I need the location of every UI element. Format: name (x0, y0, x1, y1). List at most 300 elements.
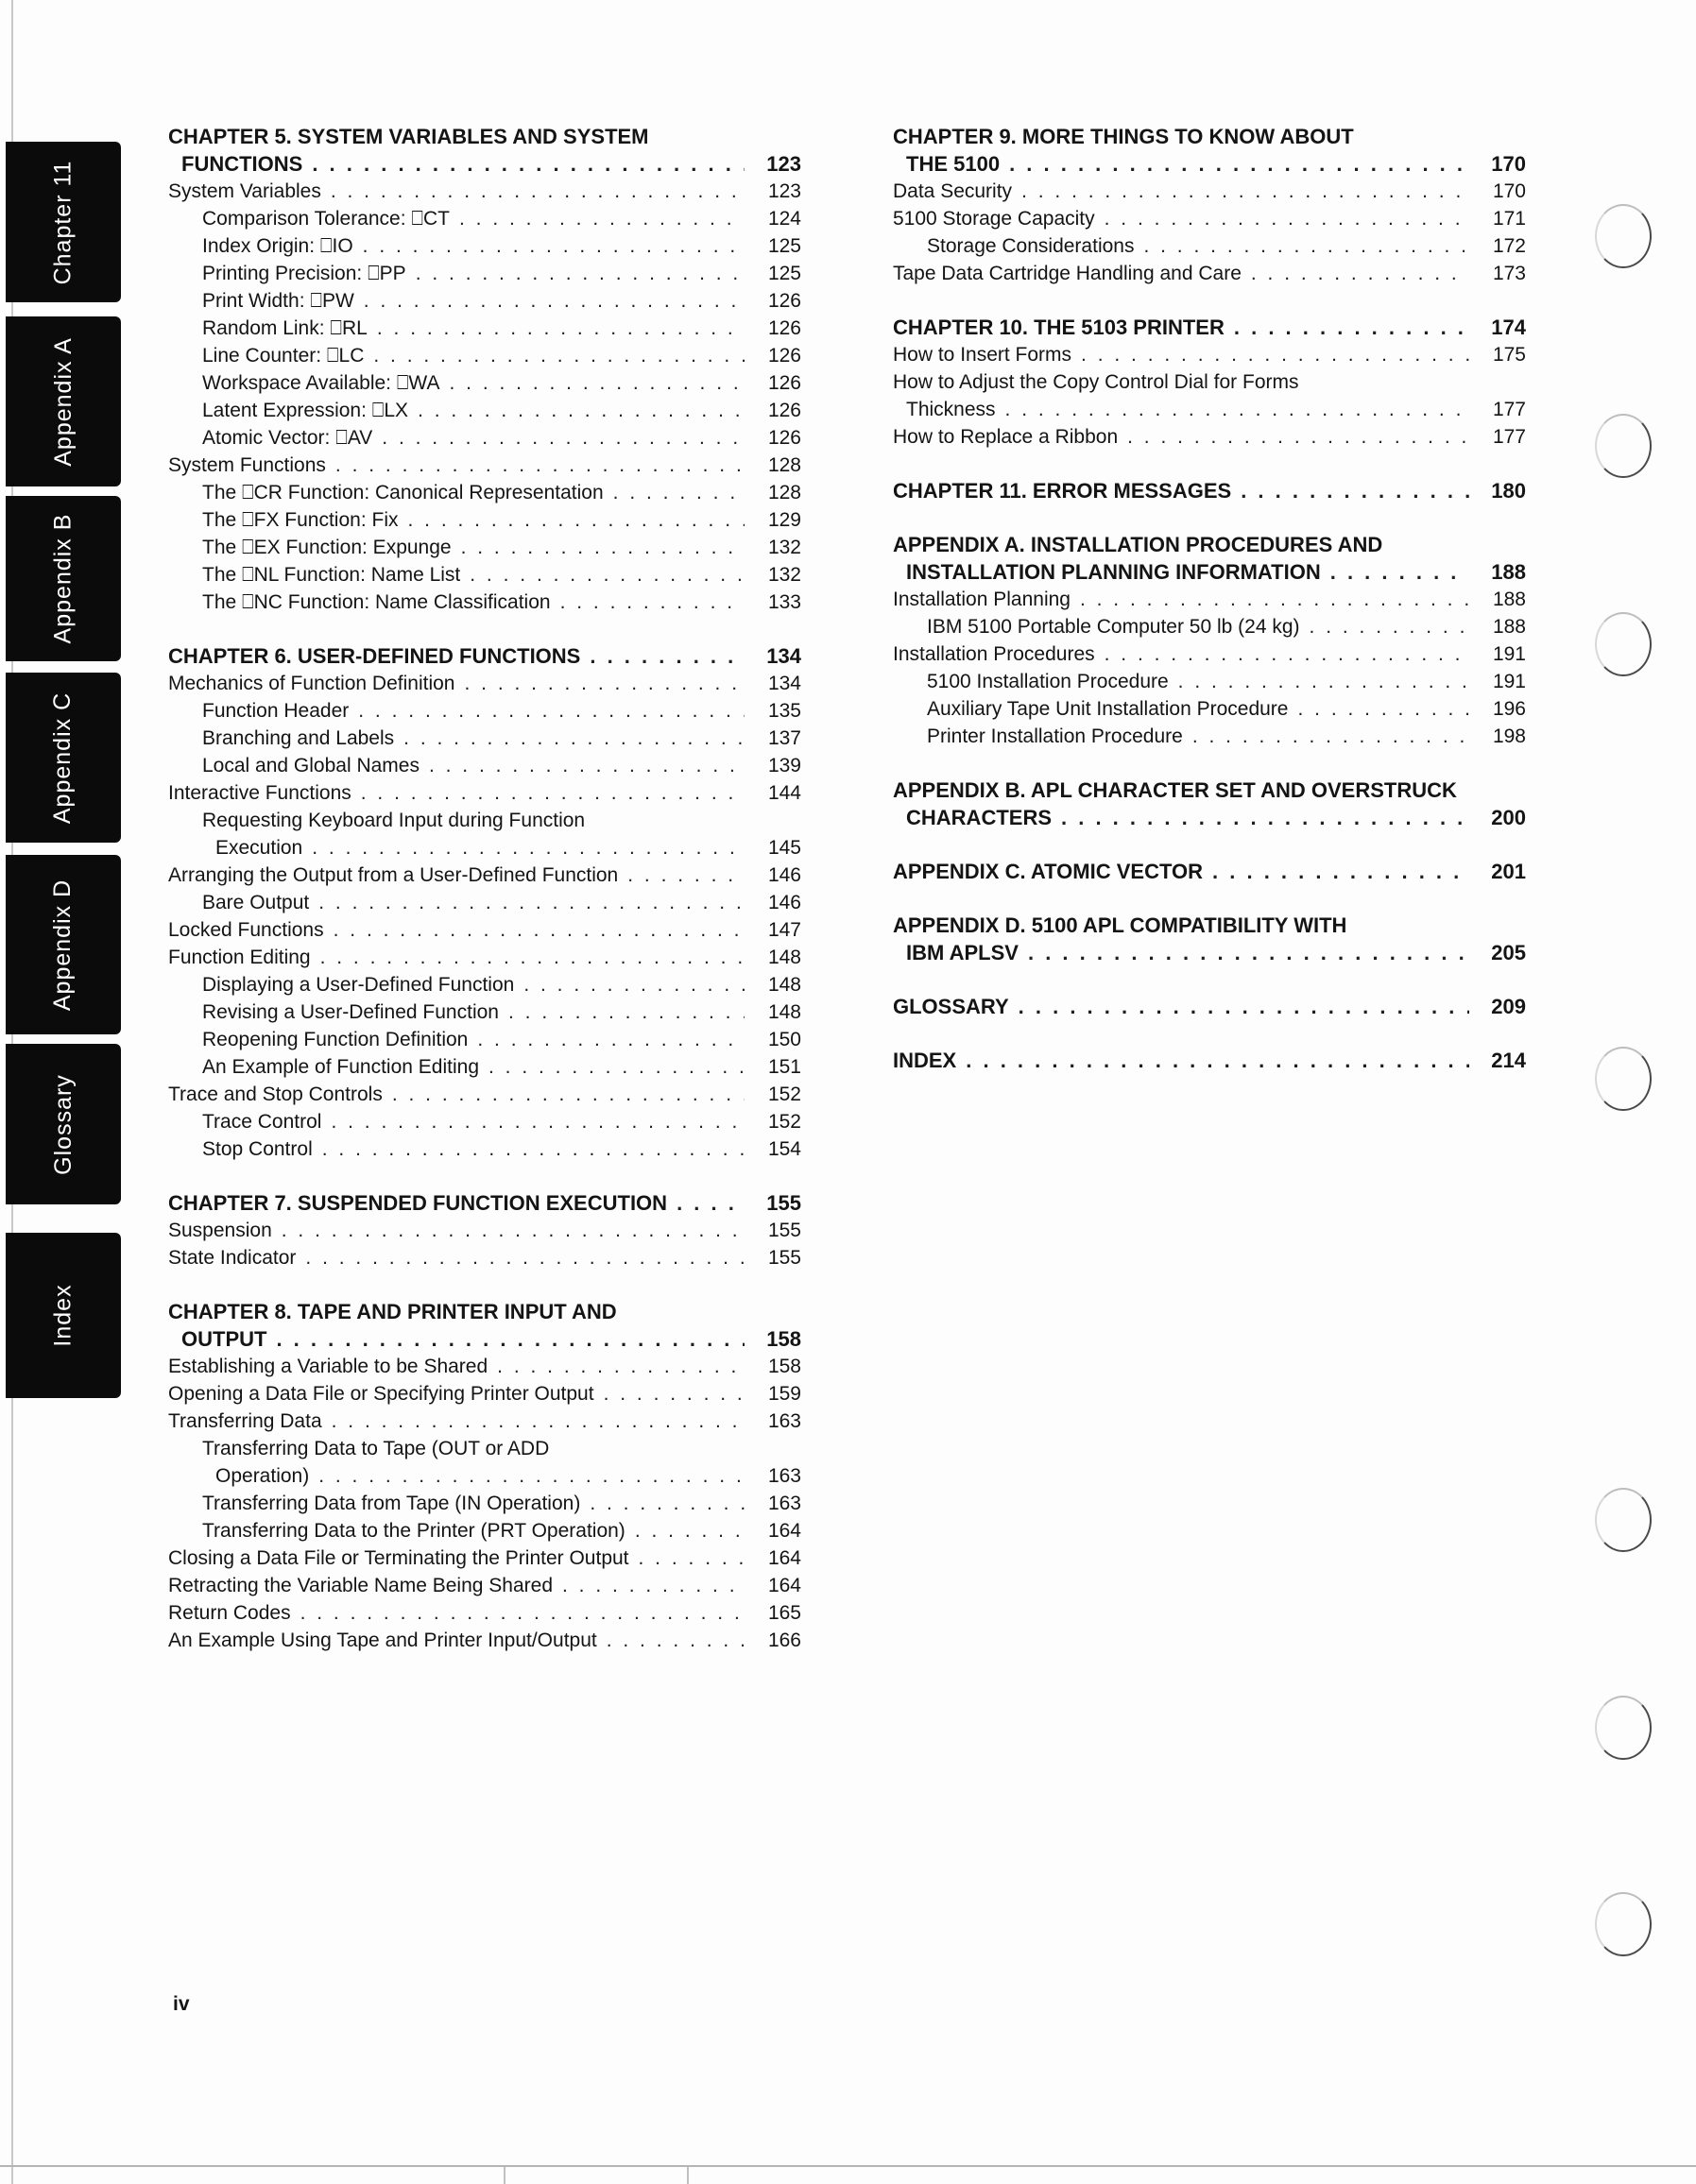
toc-heading[interactable] (168, 1298, 801, 1325)
dot-leader (477, 1026, 745, 1053)
binder-hole (1595, 612, 1652, 676)
entry-title: An Example Using Tape and Printer Input/Output (168, 1629, 597, 1651)
dot-leader (312, 834, 745, 862)
toc-entry[interactable] (168, 1408, 801, 1435)
toc-entry[interactable] (168, 1353, 801, 1380)
entry-title: Suspension (168, 1220, 272, 1241)
toc-section (893, 123, 1526, 287)
toc-entry[interactable] (168, 1572, 801, 1599)
toc-entry[interactable] (168, 862, 801, 889)
toc-entry[interactable] (168, 178, 801, 205)
dot-leader (1143, 232, 1469, 260)
entry-page-number: 170 (1492, 180, 1526, 202)
toc-entry[interactable] (168, 1026, 801, 1053)
dot-leader (1241, 477, 1469, 504)
dot-leader (560, 589, 745, 616)
entry-title: How to Insert Forms (893, 344, 1072, 366)
entry-title: Function Editing (168, 947, 311, 968)
entry-title: State Indicator (168, 1247, 297, 1269)
entry-page-number: 151 (767, 1056, 801, 1078)
dot-leader (331, 1108, 745, 1135)
toc-section (893, 993, 1526, 1020)
toc-entry[interactable] (168, 342, 801, 369)
binder-hole (1595, 1696, 1652, 1760)
dot-leader (1251, 260, 1469, 287)
dot-leader (334, 916, 745, 944)
toc-section (893, 1047, 1526, 1074)
toc-heading[interactable] (893, 531, 1526, 558)
entry-title: Installation Procedures (893, 643, 1095, 665)
entry-page-number: 148 (767, 974, 801, 996)
entry-title: Installation Planning (893, 589, 1071, 610)
entry-title: Branching and Labels (202, 727, 395, 749)
entry-title: Function Header (202, 700, 350, 722)
dot-leader (639, 1544, 745, 1572)
entry-page-number: 188 (1492, 616, 1526, 638)
dot-leader (1080, 586, 1469, 613)
entry-title: Thickness (906, 399, 996, 420)
entry-title: Execution (215, 837, 303, 859)
toc-entry[interactable] (168, 1081, 801, 1108)
binder-hole (1595, 1047, 1652, 1111)
tab-label: Glossary (49, 1073, 77, 1175)
dot-leader (508, 998, 745, 1026)
toc-heading[interactable] (893, 776, 1526, 804)
toc-entry[interactable] (893, 640, 1526, 668)
dot-leader (305, 1244, 745, 1271)
toc-heading[interactable] (168, 123, 801, 150)
entry-title: The ⎕NC Function: Name Classification (202, 591, 551, 613)
entry-title: CHAPTER 6. USER-DEFINED FUNCTIONS (168, 644, 581, 668)
entry-title: 5100 Storage Capacity (893, 208, 1095, 230)
dot-leader (392, 1081, 745, 1108)
toc-entry[interactable] (893, 695, 1526, 723)
toc-entry[interactable] (168, 670, 801, 697)
entry-page-number: 125 (767, 235, 801, 257)
toc-heading[interactable] (168, 642, 801, 670)
toc-entry[interactable] (168, 1135, 801, 1163)
entry-title: System Variables (168, 180, 321, 202)
tab-appendix-d[interactable] (6, 855, 121, 1034)
entry-page-number: 171 (1492, 208, 1526, 230)
entry-title: THE 5100 (906, 152, 1001, 176)
dot-leader (1019, 993, 1469, 1020)
entry-title: Data Security (893, 180, 1013, 202)
entry-title: How to Adjust the Copy Control Dial for Forms (893, 371, 1299, 393)
toc-entry[interactable] (168, 232, 801, 260)
entry-page-number: 164 (767, 1575, 801, 1596)
dot-leader (364, 287, 745, 315)
dot-leader (470, 561, 745, 589)
toc-section (893, 314, 1526, 451)
entry-page-number: 147 (767, 919, 801, 941)
entry-title: Opening a Data File or Specifying Printer Output (168, 1383, 594, 1405)
entry-page-number: 198 (1492, 725, 1526, 747)
entry-page-number: 150 (767, 1029, 801, 1050)
toc-entry[interactable] (168, 1544, 801, 1572)
entry-title: CHAPTER 11. ERROR MESSAGES (893, 479, 1232, 503)
binder-hole (1595, 204, 1652, 268)
entry-page-number: 146 (767, 892, 801, 913)
entry-title: Trace Control (202, 1111, 322, 1133)
entry-page-number: 144 (767, 782, 801, 804)
entry-page-number: 180 (1491, 479, 1526, 503)
toc-section (168, 642, 801, 1163)
toc-entry[interactable] (168, 397, 801, 424)
tab-appendix-a[interactable] (6, 316, 121, 486)
toc-entry[interactable] (168, 1435, 801, 1462)
entry-title: OUTPUT (181, 1327, 267, 1351)
toc-entry[interactable] (893, 368, 1526, 396)
toc-entry[interactable] (168, 452, 801, 479)
entry-page-number: 164 (767, 1520, 801, 1542)
dot-leader (604, 1380, 745, 1408)
entry-title: INSTALLATION PLANNING INFORMATION (906, 560, 1321, 584)
toc-entry[interactable] (168, 889, 801, 916)
toc-entry[interactable] (893, 723, 1526, 750)
entry-title: CHAPTER 10. THE 5103 PRINTER (893, 316, 1225, 339)
toc-entry[interactable] (168, 369, 801, 397)
entry-title: Line Counter: ⎕LC (202, 345, 365, 367)
toc-heading[interactable] (893, 123, 1526, 150)
entry-title: How to Replace a Ribbon (893, 426, 1119, 448)
toc-section (893, 531, 1526, 750)
entry-title: The ⎕NL Function: Name List (202, 564, 461, 586)
toc-entry[interactable] (168, 1462, 801, 1490)
dot-leader (1081, 341, 1469, 368)
toc-entry[interactable] (168, 205, 801, 232)
toc-entry[interactable] (168, 834, 801, 862)
tab-glossary[interactable] (6, 1044, 121, 1204)
entry-title: 5100 Installation Procedure (927, 671, 1169, 692)
dot-leader (488, 1053, 745, 1081)
toc-heading[interactable] (168, 1325, 801, 1353)
dot-leader (403, 725, 745, 752)
toc-entry[interactable] (168, 506, 801, 534)
entry-page-number: 164 (767, 1547, 801, 1569)
entry-title: Random Link: ⎕RL (202, 317, 368, 339)
toc-heading[interactable] (893, 939, 1526, 966)
toc-entry[interactable] (168, 944, 801, 971)
dot-leader (382, 424, 745, 452)
dot-leader (1297, 695, 1469, 723)
dot-leader (282, 1217, 745, 1244)
toc-heading[interactable] (893, 558, 1526, 586)
toc-entry[interactable] (168, 260, 801, 287)
dot-leader (373, 342, 745, 369)
dot-leader (322, 1135, 745, 1163)
entry-page-number: 128 (767, 454, 801, 476)
entry-title: Requesting Keyboard Input during Function (202, 810, 586, 831)
toc-entry[interactable] (168, 1517, 801, 1544)
toc-section (168, 1189, 801, 1271)
entry-title: Local and Global Names (202, 755, 420, 776)
dot-leader (450, 369, 745, 397)
entry-title: CHAPTER 8. TAPE AND PRINTER INPUT AND (168, 1300, 617, 1323)
entry-title: The ⎕CR Function: Canonical Representation (202, 482, 604, 503)
dot-leader (1330, 558, 1469, 586)
toc-entry[interactable] (168, 1244, 801, 1271)
toc-section (893, 912, 1526, 966)
toc-entry[interactable] (168, 1490, 801, 1517)
toc-entry[interactable] (893, 178, 1526, 205)
entry-page-number: 123 (766, 152, 801, 176)
entry-title: APPENDIX D. 5100 APL COMPATIBILITY WITH (893, 913, 1347, 937)
bottom-tick (504, 2167, 505, 2184)
toc-section (893, 477, 1526, 504)
entry-title: Operation) (215, 1465, 310, 1487)
entry-title: Tape Data Cartridge Handling and Care (893, 263, 1242, 284)
entry-page-number: 200 (1491, 806, 1526, 829)
entry-title: Printing Precision: ⎕PP (202, 263, 406, 284)
entry-page-number: 158 (767, 1356, 801, 1377)
entry-page-number: 163 (767, 1410, 801, 1432)
toc-entry[interactable] (168, 971, 801, 998)
dot-leader (1212, 858, 1469, 885)
toc-entry[interactable] (168, 697, 801, 725)
dot-leader (461, 534, 745, 561)
entry-page-number: 124 (767, 208, 801, 230)
entry-page-number: 123 (767, 180, 801, 202)
entry-page-number: 126 (767, 290, 801, 312)
entry-page-number: 145 (767, 837, 801, 859)
entry-page-number: 214 (1491, 1049, 1526, 1072)
toc-heading[interactable] (893, 993, 1526, 1020)
dot-leader (607, 1627, 745, 1654)
toc-heading[interactable] (893, 150, 1526, 178)
toc-entry[interactable] (893, 205, 1526, 232)
toc-entry[interactable] (893, 668, 1526, 695)
dot-leader (497, 1353, 745, 1380)
toc-entry[interactable] (168, 589, 801, 616)
entry-title: Reopening Function Definition (202, 1029, 469, 1050)
toc-entry[interactable] (168, 998, 801, 1026)
toc-heading[interactable] (168, 1189, 801, 1217)
dot-leader (1105, 640, 1469, 668)
dot-leader (318, 1462, 745, 1490)
entry-title: An Example of Function Editing (202, 1056, 479, 1078)
entry-page-number: 152 (767, 1111, 801, 1133)
dot-leader (1310, 613, 1469, 640)
toc-entry[interactable] (168, 315, 801, 342)
entry-page-number: 139 (767, 755, 801, 776)
toc-heading[interactable] (893, 912, 1526, 939)
tab-label: Index (49, 1284, 77, 1347)
entry-page-number: 177 (1492, 426, 1526, 448)
entry-title: The ⎕FX Function: Fix (202, 509, 399, 531)
entry-title: Transferring Data (168, 1410, 322, 1432)
toc-entry[interactable] (893, 586, 1526, 613)
entry-title: APPENDIX B. APL CHARACTER SET AND OVERSTRUCK (893, 778, 1457, 802)
tab-appendix-c[interactable] (6, 673, 121, 843)
entry-page-number: 126 (767, 317, 801, 339)
tab-label: Appendix D (49, 879, 77, 1011)
entry-title: Arranging the Output from a User-Defined Function (168, 864, 619, 886)
entry-title: Auxiliary Tape Unit Installation Procedure (927, 698, 1289, 720)
dot-leader (361, 779, 745, 807)
dot-leader (312, 150, 745, 178)
toc-entry[interactable] (168, 1108, 801, 1135)
entry-title: Closing a Data File or Terminating the Printer Output (168, 1547, 629, 1569)
entry-page-number: 126 (767, 345, 801, 367)
entry-page-number: 175 (1492, 344, 1526, 366)
entry-title: CHARACTERS (906, 806, 1052, 829)
dot-leader (590, 642, 745, 670)
entry-title: Atomic Vector: ⎕AV (202, 427, 373, 449)
entry-page-number: 152 (767, 1083, 801, 1105)
tab-label: Appendix C (49, 691, 77, 824)
entry-title: Bare Output (202, 892, 310, 913)
toc-entry[interactable] (168, 1053, 801, 1081)
binder-hole (1595, 1488, 1652, 1552)
dot-leader (416, 260, 745, 287)
toc-entry[interactable] (893, 613, 1526, 640)
toc-entry[interactable] (168, 1627, 801, 1654)
entry-page-number: 170 (1491, 152, 1526, 176)
dot-leader (331, 178, 745, 205)
dot-leader (320, 944, 745, 971)
entry-title: Revising a User-Defined Function (202, 1001, 499, 1023)
dot-leader (276, 1325, 745, 1353)
toc-entry[interactable] (168, 779, 801, 807)
bottom-tick (687, 2167, 689, 2184)
toc-left-column (168, 123, 801, 1681)
dot-leader (613, 479, 745, 506)
entry-page-number: 148 (767, 1001, 801, 1023)
entry-page-number: 132 (767, 564, 801, 586)
entry-title: IBM APLSV (906, 941, 1019, 964)
entry-title: Displaying a User-Defined Function (202, 974, 515, 996)
dot-leader (966, 1047, 1469, 1074)
toc-entry[interactable] (168, 424, 801, 452)
toc-entry[interactable] (168, 916, 801, 944)
toc-entry[interactable] (168, 1217, 801, 1244)
dot-leader (523, 971, 745, 998)
toc-entry[interactable] (893, 260, 1526, 287)
toc-entry[interactable] (893, 232, 1526, 260)
entry-page-number: 125 (767, 263, 801, 284)
tab-appendix-b[interactable] (6, 496, 121, 661)
entry-page-number: 126 (767, 427, 801, 449)
entry-page-number: 196 (1492, 698, 1526, 720)
entry-page-number: 146 (767, 864, 801, 886)
entry-page-number: 165 (767, 1602, 801, 1624)
dot-leader (318, 889, 745, 916)
toc-heading[interactable] (893, 1047, 1526, 1074)
entry-page-number: 191 (1492, 643, 1526, 665)
toc-entry[interactable] (893, 423, 1526, 451)
page-number: iv (173, 1993, 190, 2015)
entry-page-number: 134 (767, 673, 801, 694)
entry-page-number: 158 (766, 1327, 801, 1351)
dot-leader (1178, 668, 1469, 695)
toc-entry[interactable] (168, 479, 801, 506)
toc-heading[interactable] (893, 804, 1526, 831)
entry-title: Transferring Data from Tape (IN Operation) (202, 1493, 581, 1514)
toc-entry[interactable] (168, 561, 801, 589)
entry-page-number: 148 (767, 947, 801, 968)
toc-section (893, 776, 1526, 831)
toc-section (168, 1298, 801, 1654)
toc-heading[interactable] (893, 477, 1526, 504)
entry-title: INDEX (893, 1049, 957, 1072)
entry-title: Print Width: ⎕PW (202, 290, 354, 312)
dot-leader (377, 315, 745, 342)
binder-hole (1595, 414, 1652, 478)
entry-page-number: 172 (1492, 235, 1526, 257)
dot-leader (1009, 150, 1469, 178)
entry-page-number: 163 (767, 1465, 801, 1487)
dot-leader (1234, 314, 1469, 341)
entry-title: The ⎕EX Function: Expunge (202, 537, 452, 558)
tab-label: Appendix A (49, 336, 77, 467)
dot-leader (1005, 396, 1469, 423)
tab-label: Appendix B (49, 513, 77, 644)
entry-title: APPENDIX C. ATOMIC VECTOR (893, 860, 1204, 883)
dot-leader (1028, 939, 1469, 966)
entry-page-number: 126 (767, 400, 801, 421)
dot-leader (562, 1572, 745, 1599)
toc-entry[interactable] (168, 1380, 801, 1408)
entry-title: Retracting the Variable Name Being Shared (168, 1575, 554, 1596)
entry-title: Comparison Tolerance: ⎕CT (202, 208, 450, 230)
toc-entry[interactable] (168, 287, 801, 315)
dot-leader (677, 1189, 745, 1217)
dot-leader (429, 752, 745, 779)
entry-title: FUNCTIONS (181, 152, 303, 176)
toc-entry[interactable] (168, 807, 801, 834)
entry-page-number: 209 (1491, 995, 1526, 1018)
entry-title: Trace and Stop Controls (168, 1083, 383, 1105)
entry-title: Transferring Data to the Printer (PRT Operation) (202, 1520, 625, 1542)
entry-page-number: 174 (1491, 316, 1526, 339)
toc-right-column (893, 123, 1526, 1101)
entry-page-number: 205 (1491, 941, 1526, 964)
toc-entry[interactable] (168, 725, 801, 752)
toc-entry[interactable] (168, 1599, 801, 1627)
entry-title: Transferring Data to Tape (OUT or ADD (202, 1438, 550, 1459)
toc-heading[interactable] (168, 150, 801, 178)
toc-section (893, 858, 1526, 885)
toc-entry[interactable] (893, 396, 1526, 423)
entry-title: CHAPTER 5. SYSTEM VARIABLES AND SYSTEM (168, 125, 649, 148)
entry-title: Storage Considerations (927, 235, 1135, 257)
dot-leader (635, 1517, 745, 1544)
toc-heading[interactable] (893, 314, 1526, 341)
entry-page-number: 159 (767, 1383, 801, 1405)
tab-chapter-11[interactable] (6, 142, 121, 302)
toc-entry[interactable] (893, 341, 1526, 368)
entry-title: IBM 5100 Portable Computer 50 lb (24 kg) (927, 616, 1300, 638)
entry-title: Printer Installation Procedure (927, 725, 1183, 747)
dot-leader (335, 452, 745, 479)
entry-title: System Functions (168, 454, 326, 476)
toc-entry[interactable] (168, 752, 801, 779)
toc-heading[interactable] (893, 858, 1526, 885)
entry-page-number: 133 (767, 591, 801, 613)
entry-page-number: 129 (767, 509, 801, 531)
entry-title: CHAPTER 9. MORE THINGS TO KNOW ABOUT (893, 125, 1354, 148)
entry-title: Mechanics of Function Definition (168, 673, 455, 694)
entry-page-number: 191 (1492, 671, 1526, 692)
entry-page-number: 137 (767, 727, 801, 749)
toc-entry[interactable] (168, 534, 801, 561)
dot-leader (627, 862, 745, 889)
dot-leader (590, 1490, 745, 1517)
tab-index[interactable] (6, 1233, 121, 1398)
entry-page-number: 155 (766, 1191, 801, 1215)
dot-leader (1061, 804, 1469, 831)
